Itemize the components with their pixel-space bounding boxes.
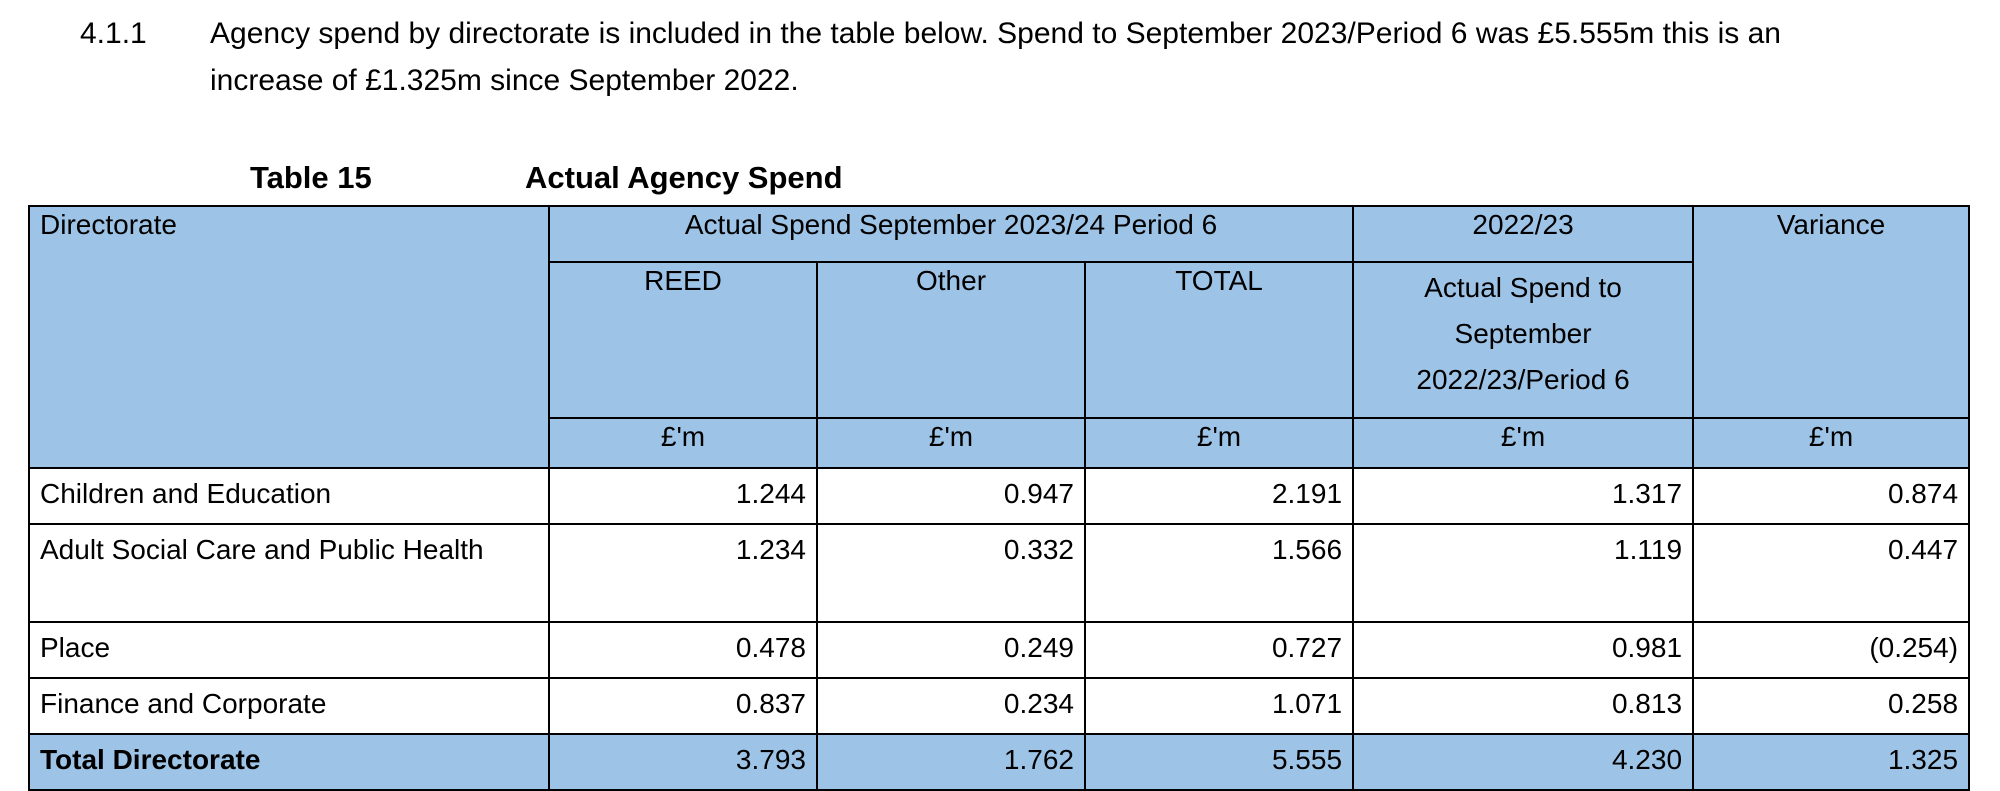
cell-reed: 1.244 (549, 468, 817, 524)
header-reed: REED (549, 262, 817, 418)
table-row (29, 524, 1969, 622)
header-variance: Variance (1693, 206, 1969, 418)
table-row (29, 622, 1969, 678)
paragraph-4-1-1 (80, 10, 1840, 104)
cell-variance: 0.874 (1693, 468, 1969, 524)
cell-other: 0.947 (817, 468, 1085, 524)
cell-total: 1.071 (1085, 678, 1353, 734)
table-header-row-1 (29, 206, 1969, 262)
table-total-row (29, 734, 1969, 790)
cell-directorate: Adult Social Care and Public Health (29, 524, 549, 622)
header-total: TOTAL (1085, 262, 1353, 418)
cell-reed: 0.837 (549, 678, 817, 734)
header-other: Other (817, 262, 1085, 418)
cell-total: 0.727 (1085, 622, 1353, 678)
cell-prior: 1.317 (1353, 468, 1693, 524)
header-group-2023: Actual Spend September 2023/24 Period 6 (549, 206, 1353, 262)
unit-prior: £'m (1353, 418, 1693, 468)
cell-variance: 0.258 (1693, 678, 1969, 734)
cell-total: 1.566 (1085, 524, 1353, 622)
unit-other: £'m (817, 418, 1085, 468)
table-caption-title: Actual Agency Spend (525, 160, 843, 195)
table-caption-label: Table 15 (250, 160, 372, 195)
cell-other: 0.249 (817, 622, 1085, 678)
agency-spend-table (28, 205, 1970, 791)
unit-variance: £'m (1693, 418, 1969, 468)
cell-variance: (0.254) (1693, 622, 1969, 678)
unit-reed: £'m (549, 418, 817, 468)
cell-directorate: Place (29, 622, 549, 678)
paragraph-number: 4.1.1 (80, 17, 147, 50)
paragraph-body: Agency spend by directorate is included in the table below. Spend to September 2023/Period 6 was £5.555m this is an increase of £1.325m since September 2022. (210, 17, 1781, 97)
table-row (29, 468, 1969, 524)
cell-total-total: 5.555 (1085, 734, 1353, 790)
cell-total: 2.191 (1085, 468, 1353, 524)
cell-variance: 0.447 (1693, 524, 1969, 622)
cell-directorate: Children and Education (29, 468, 549, 524)
cell-directorate: Finance and Corporate (29, 678, 549, 734)
table-row (29, 678, 1969, 734)
cell-total-prior: 4.230 (1353, 734, 1693, 790)
cell-prior: 1.119 (1353, 524, 1693, 622)
header-group-2022-sub: Actual Spend to September 2022/23/Period 6 (1353, 262, 1693, 418)
cell-total-variance: 1.325 (1693, 734, 1969, 790)
agency-spend-table-wrap (28, 205, 1968, 791)
cell-other: 0.234 (817, 678, 1085, 734)
cell-other: 0.332 (817, 524, 1085, 622)
cell-total-reed: 3.793 (549, 734, 817, 790)
cell-reed: 0.478 (549, 622, 817, 678)
unit-total: £'m (1085, 418, 1353, 468)
cell-total-other: 1.762 (817, 734, 1085, 790)
cell-total-label: Total Directorate (29, 734, 549, 790)
table-caption (250, 160, 843, 196)
cell-prior: 0.981 (1353, 622, 1693, 678)
header-group-2022: 2022/23 (1353, 206, 1693, 262)
header-directorate: Directorate (29, 206, 549, 468)
cell-reed: 1.234 (549, 524, 817, 622)
cell-prior: 0.813 (1353, 678, 1693, 734)
